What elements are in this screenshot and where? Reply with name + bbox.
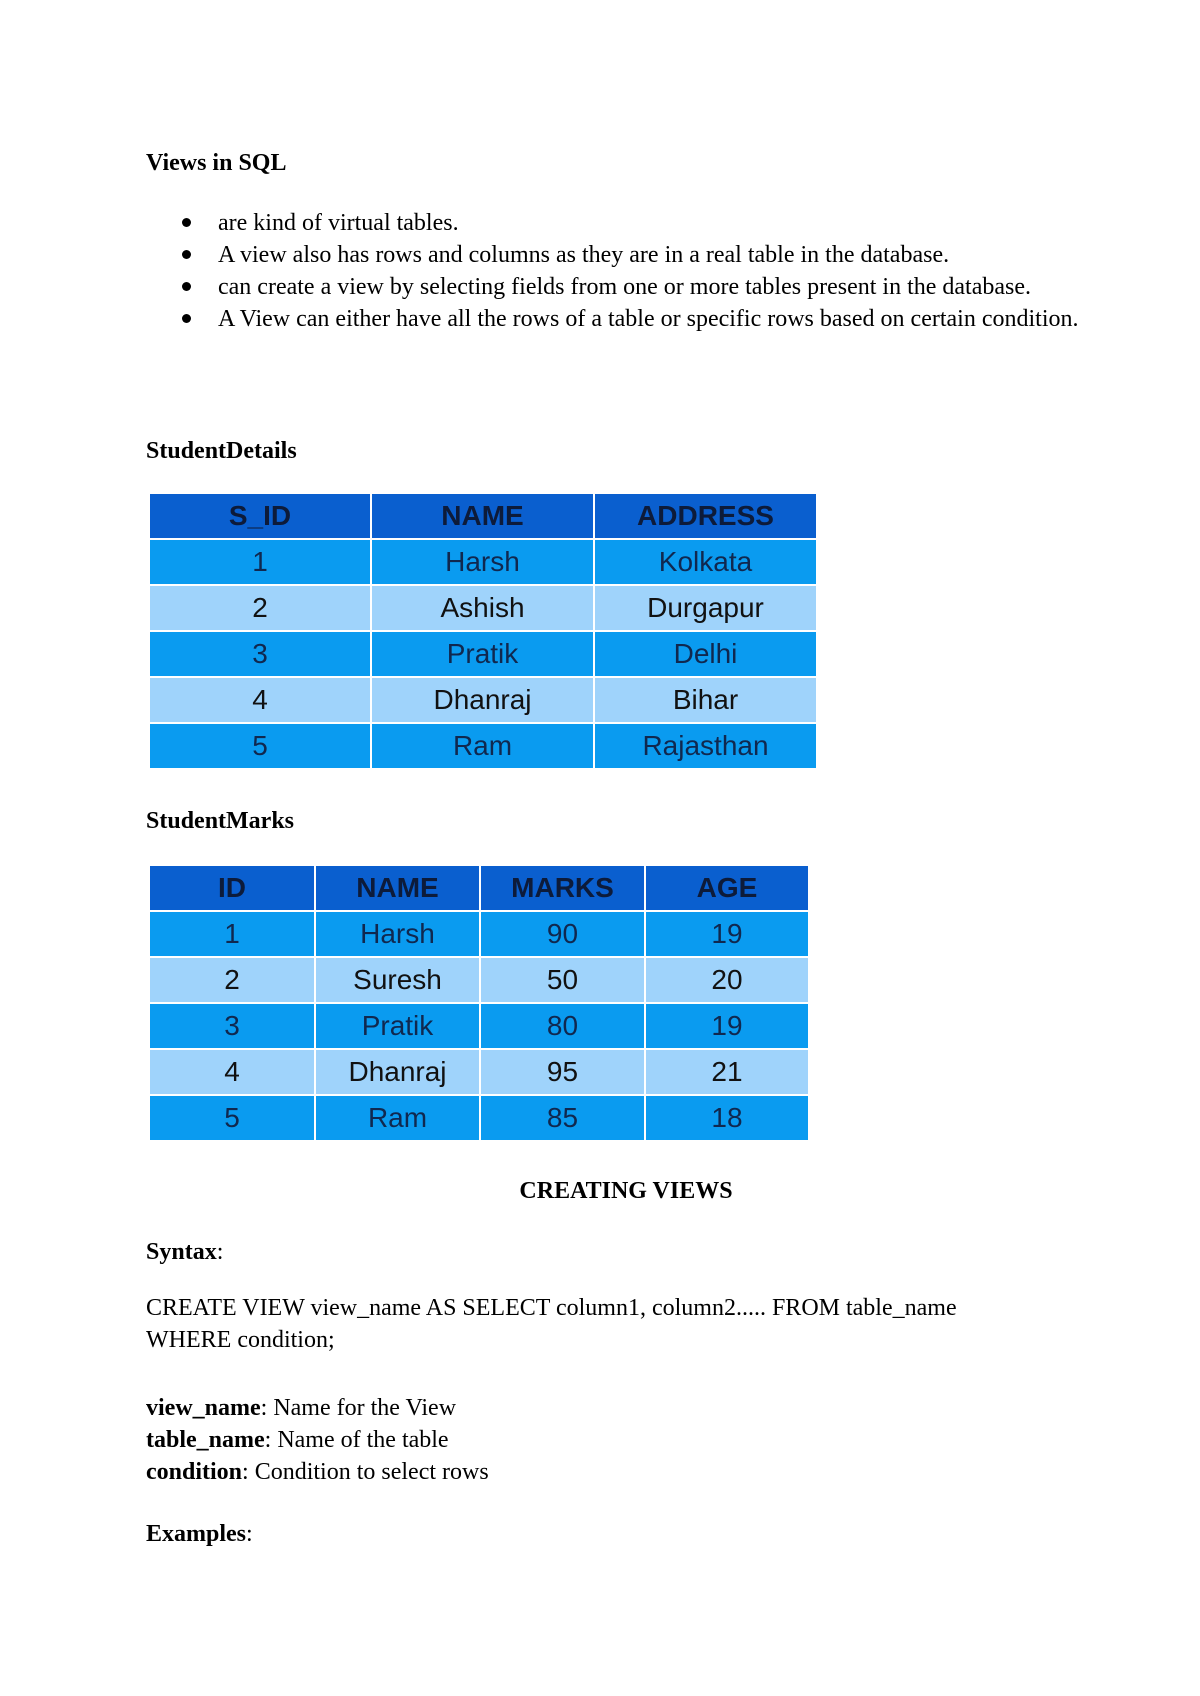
table-cell: Ram [315, 1095, 480, 1141]
table-cell: Pratik [315, 1003, 480, 1049]
page-title: Views in SQL [146, 150, 287, 176]
bullet-item: A view also has rows and columns as they are in a real table in the database. [172, 239, 1092, 271]
examples-label-line [146, 1518, 253, 1550]
table-cell: 95 [480, 1049, 645, 1095]
table-row [149, 677, 817, 723]
definition-desc: : Name for the View [260, 1395, 457, 1421]
student-marks-heading: StudentMarks [146, 808, 295, 834]
column-header: ADDRESS [594, 493, 817, 539]
syntax-label: Syntax [146, 1239, 217, 1265]
table-cell: 2 [149, 957, 315, 1003]
table-cell: 50 [480, 957, 645, 1003]
column-header: AGE [645, 865, 809, 911]
table-cell: Suresh [315, 957, 480, 1003]
bullet-list [172, 207, 1092, 335]
bullet-item: can create a view by selecting fields from one or more tables present in the database. [172, 271, 1092, 303]
table-row [149, 1049, 809, 1095]
table-row [149, 1095, 809, 1141]
syntax-code: CREATE VIEW view_name AS SELECT column1, column2..... FROM table_name WHERE condition; [146, 1295, 957, 1353]
definition-desc: : Name of the table [264, 1427, 449, 1453]
table-row [149, 957, 809, 1003]
table-cell: 1 [149, 539, 371, 585]
table-row [149, 911, 809, 957]
definition-desc: : Condition to select rows [242, 1459, 489, 1485]
table-header-row [149, 493, 817, 539]
table-cell: 19 [645, 1003, 809, 1049]
definition-term: view_name [146, 1395, 261, 1421]
table-cell: 5 [149, 723, 371, 769]
table-cell: 80 [480, 1003, 645, 1049]
table-cell: Kolkata [594, 539, 817, 585]
table-cell: Dhanraj [315, 1049, 480, 1095]
definition-view-name [146, 1392, 456, 1424]
column-header: NAME [371, 493, 594, 539]
table-cell: 4 [149, 1049, 315, 1095]
definition-term: condition [146, 1459, 243, 1485]
creating-views-heading: CREATING VIEWS [519, 1178, 733, 1204]
table-cell: Bihar [594, 677, 817, 723]
column-header: NAME [315, 865, 480, 911]
table-row [149, 631, 817, 677]
table-cell: 5 [149, 1095, 315, 1141]
table-cell: Delhi [594, 631, 817, 677]
table-cell: Harsh [315, 911, 480, 957]
table-cell: Dhanraj [371, 677, 594, 723]
syntax-label-line [146, 1236, 223, 1268]
table-cell: 90 [480, 911, 645, 957]
table-cell: Ashish [371, 585, 594, 631]
syntax-colon: : [216, 1239, 224, 1265]
student-marks-table [148, 864, 810, 1142]
table-cell: 3 [149, 1003, 315, 1049]
column-header: S_ID [149, 493, 371, 539]
definition-table-name [146, 1424, 449, 1456]
table-row [149, 723, 817, 769]
table-cell: Harsh [371, 539, 594, 585]
student-details-heading: StudentDetails [146, 438, 297, 464]
table-row [149, 539, 817, 585]
examples-label: Examples [146, 1521, 247, 1547]
bullet-item: are kind of virtual tables. [172, 207, 1092, 239]
table-cell: Rajasthan [594, 723, 817, 769]
table-cell: 3 [149, 631, 371, 677]
table-cell: 18 [645, 1095, 809, 1141]
examples-colon: : [246, 1521, 253, 1547]
table-cell: 20 [645, 957, 809, 1003]
table-header-row [149, 865, 809, 911]
student-details-table [148, 492, 818, 770]
definition-term: table_name [146, 1427, 265, 1453]
table-cell: 4 [149, 677, 371, 723]
definition-condition [146, 1456, 489, 1488]
column-header: ID [149, 865, 315, 911]
column-header: MARKS [480, 865, 645, 911]
table-cell: Pratik [371, 631, 594, 677]
table-cell: 21 [645, 1049, 809, 1095]
table-row [149, 585, 817, 631]
table-cell: Ram [371, 723, 594, 769]
table-cell: 1 [149, 911, 315, 957]
table-cell: 19 [645, 911, 809, 957]
bullet-item: A View can either have all the rows of a table or specific rows based on certain condition. [172, 303, 1092, 335]
table-cell: Durgapur [594, 585, 817, 631]
table-row [149, 1003, 809, 1049]
table-cell: 85 [480, 1095, 645, 1141]
table-cell: 2 [149, 585, 371, 631]
